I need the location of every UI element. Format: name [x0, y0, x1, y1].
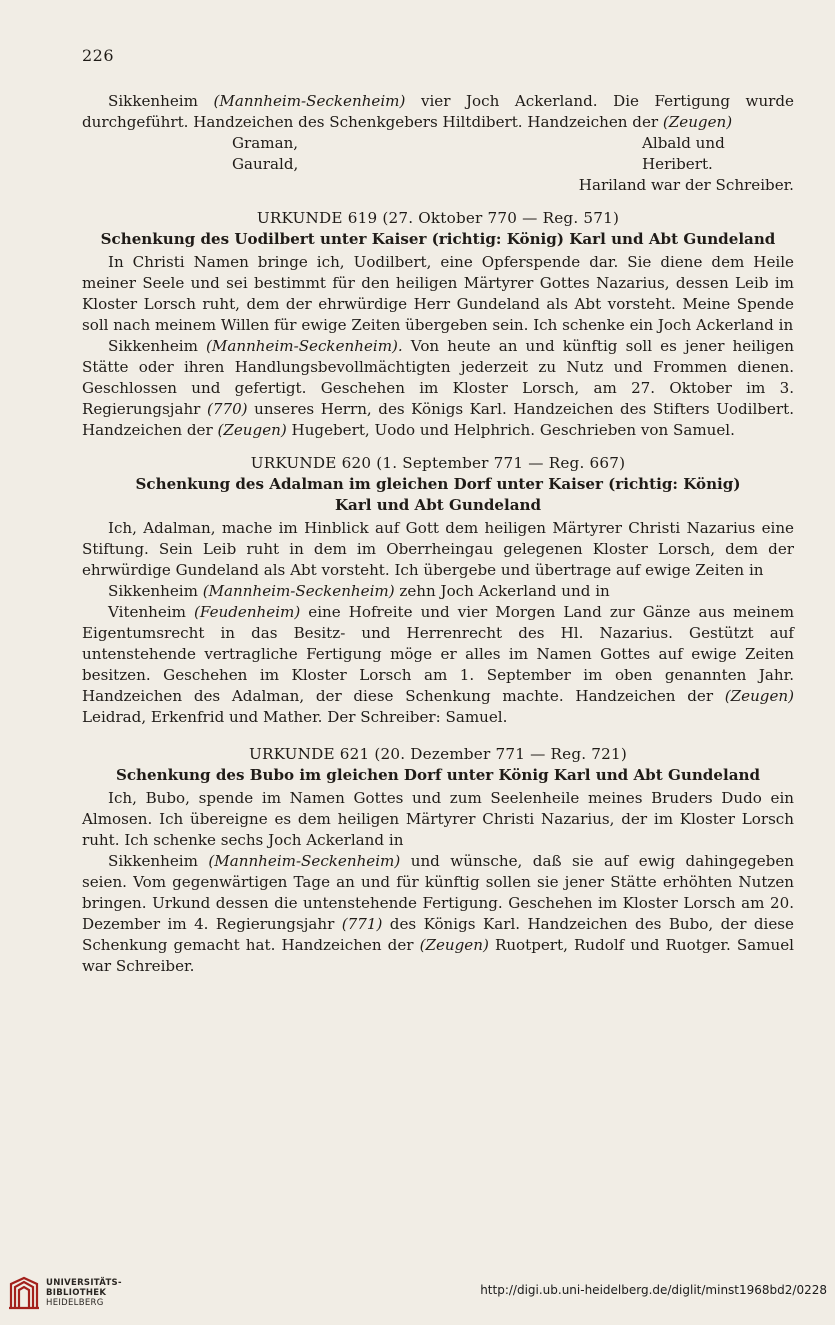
- text-run: Von heute an und künftig soll es jener heiligen Stätte oder ihren Handlungsbevollmächtigten jederzeit zu Nutz und Frommen dienen. Geschlossen und gefertigt. Geschehen im Kloster Lorsch, am 27. Oktober im 3. Regierungsjahr: [82, 337, 794, 418]
- signature-albald: Albald und: [642, 134, 725, 152]
- place-name: (Mannheim-Seckenheim): [202, 582, 395, 600]
- year-note: (770): [206, 400, 248, 418]
- urkunde-621-heading: Schenkung des Bubo im gleichen Dorf unter König Karl und Abt Gundeland: [115, 766, 761, 784]
- urkunde-620-heading-line-2: Karl und Abt Gundeland: [334, 496, 542, 514]
- text-run: Sikkenheim: [108, 337, 207, 355]
- signature-block: [82, 133, 794, 196]
- logo-line-1: UNIVERSITÄTS-: [46, 1278, 122, 1288]
- text-run: Sikkenheim: [108, 92, 214, 110]
- urkunde-619-heading: Schenkung des Uodilbert unter Kaiser (richtig: König) Karl und Abt Gundeland: [100, 230, 776, 248]
- urkunde-621-title: URKUNDE 621 (20. Dezember 771 — Reg. 721): [248, 745, 628, 763]
- logo-line-3: HEIDELBERG: [46, 1298, 104, 1308]
- urkunde-619-paragraph-2: [82, 336, 794, 441]
- witnesses-label: (Zeugen): [419, 936, 489, 954]
- text-run: und wünsche, daß sie auf ewig dahingegeben seien. Vom gegenwärtigen Tage an und für künftig sollen sie jener Stätte erhöhten Nutzen bringen. Urkund dessen die untenstehende Fertigung. Geschehen im Kloster Lorsch am 20. Dezember im 4. Regierungsjahr: [82, 852, 794, 933]
- text-run: zehn Joch Ackerland und in: [394, 582, 610, 600]
- signature-graman: Graman,: [232, 134, 299, 152]
- logo-line-2: BIBLIOTHEK: [46, 1288, 107, 1298]
- page-number: 226: [82, 46, 115, 65]
- urkunde-621-paragraph-1: Ich, Bubo, spende im Namen Gottes und zum Seelenheile meines Bruders Dudo ein Almosen. Ich übereigne es dem heiligen Märtyrer Christi Nazarius, der im Kloster Lorsch ruht. Ich schenke sechs Joch Ackerland in: [82, 789, 794, 849]
- source-url-link[interactable]: http://digi.ub.uni-heidelberg.de/diglit/minst1968bd2/0228: [480, 1283, 827, 1297]
- text-run: Leidrad, Erkenfrid und Mather. Der Schreiber: Samuel.: [82, 708, 508, 726]
- intro-paragraph: [82, 91, 794, 133]
- text-run: Hugebert, Uodo und Helphrich. Geschrieben von Samuel.: [286, 421, 735, 439]
- text-run: Ruotpert, Rudolf und Ruotger. Samuel war Schreiber.: [82, 936, 794, 975]
- place-name: (Mannheim-Seckenheim).: [206, 337, 403, 355]
- urkunde-621-paragraph-2: [82, 851, 794, 977]
- place-name: (Feudenheim): [194, 603, 301, 621]
- place-name: (Mannheim-Seckenheim): [208, 852, 401, 870]
- urkunde-620-paragraph-1: Ich, Adalman, mache im Hinblick auf Gott dem heiligen Märtyrer Christi Nazarius eine Stiftung. Sein Leib ruht in dem im Oberrheingau gelegenen Kloster Lorsch, dem der ehrwürdige Gundeland als Abt vorsteht. Ich übergebe und übertrage auf ewige Zeiten in: [82, 519, 794, 579]
- library-logo-icon: [8, 1276, 40, 1310]
- urkunde-620-title: URKUNDE 620 (1. September 771 — Reg. 667): [250, 454, 626, 472]
- text-run: unseres Herrn, des Königs Karl. Handzeichen des Stifters Uodilbert. Handzeichen der: [82, 400, 794, 439]
- text-run: Sikkenheim: [108, 852, 209, 870]
- witnesses-label: (Zeugen): [724, 687, 794, 705]
- urkunde-620-paragraph-2: [82, 581, 794, 602]
- urkunde-619-title: URKUNDE 619 (27. Oktober 770 — Reg. 571): [256, 209, 620, 227]
- urkunde-620-heading-line-1: Schenkung des Adalman im gleichen Dorf unter Kaiser (richtig: König): [135, 475, 741, 493]
- witnesses-label: (Zeugen): [662, 113, 733, 131]
- text-run: Vitenheim: [108, 603, 195, 621]
- place-name: (Mannheim-Seckenheim): [213, 92, 406, 110]
- text-run: vier Joch Ackerland. Die Fertigung wurde durchgeführt. Handzeichen des Schenkgebers Hiltdibert. Handzeichen der: [82, 92, 794, 131]
- text-run: Sikkenheim: [108, 582, 203, 600]
- signature-heribert: Heribert.: [642, 155, 713, 173]
- text-run: des Königs Karl. Handzeichen des Bubo, der diese Schenkung gemacht hat. Handzeichen der: [82, 915, 794, 954]
- witnesses-label: (Zeugen): [217, 421, 287, 439]
- urkunde-619-paragraph-1: In Christi Namen bringe ich, Uodilbert, eine Opferspende dar. Sie diene dem Heile meiner Seele und sei bestimmt für den heiligen Märtyrer Gottes Nazarius, dessen Leib im Kloster Lorsch ruht, dem der ehrwürdige Herr Gundeland als Abt vorsteht. Meine Spende soll nach meinem Willen für ewige Zeiten übergeben sein. Ich schenke ein Joch Ackerland in: [82, 253, 794, 334]
- urkunde-620-heading: [82, 474, 794, 516]
- text-run: eine Hofreite und vier Morgen Land zur Gänze aus meinem Eigentumsrecht in das Besitz- und Herrenrecht des Hl. Nazarius. Gestützt auf untenstehende vertragliche Fertigung möge er alles im Namen Gottes auf ewige Zeiten besitzen. Geschehen im Kloster Lorsch am 1. September im oben genannten Jahr. Handzeichen des Adalman, der diese Schenkung machte. Handzeichen der: [82, 603, 795, 705]
- urkunde-620-paragraph-3: [82, 602, 794, 728]
- signature-hariland: Hariland war der Schreiber.: [578, 176, 794, 194]
- year-note: (771): [341, 915, 383, 933]
- library-logo-text: [46, 1278, 122, 1308]
- library-logo[interactable]: [8, 1274, 122, 1314]
- signature-gaurald: Gaurald,: [232, 155, 299, 173]
- page-content: [82, 91, 794, 977]
